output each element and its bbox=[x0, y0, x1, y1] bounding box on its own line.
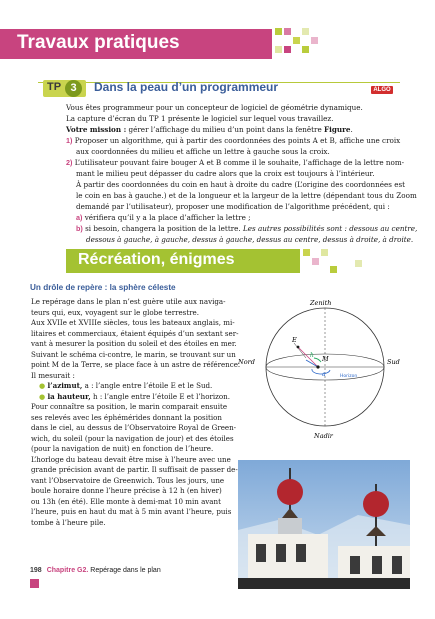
tp-badge-label: TP bbox=[47, 81, 62, 93]
recreation-line: ses relevés avec les éphémérides donnant la position bbox=[31, 412, 222, 422]
recreation-line: tombe à l’heure pile. bbox=[31, 517, 106, 527]
time-ball-picture bbox=[238, 460, 410, 589]
q2-line-2: mant le milieu peut dépasser du cadre alors que la croix est toujours à l’intérieur. bbox=[76, 169, 375, 178]
tp-mission bbox=[66, 125, 353, 136]
celestial-sphere-diagram bbox=[234, 296, 416, 454]
recreation-line: vant l’Observatoire de Greenwich. Tous les jours, une bbox=[31, 475, 225, 485]
bullet-label: la hauteur, bbox=[47, 391, 91, 401]
tp-badge-number: 3 bbox=[65, 80, 82, 97]
footer-square bbox=[30, 579, 39, 588]
recreation-line: ou 13h (en été). Elle monte à demi-mat 10 min avant bbox=[31, 496, 221, 506]
tp-intro-1: Vous êtes programmeur pour un concepteur de logiciel de géométrie dynamique. bbox=[66, 103, 363, 112]
q2-line-3: À partir des coordonnées du coin en haut à droite du cadre (L’origine des coordonnées est bbox=[76, 180, 406, 189]
recreation-line: Suivant le schéma ci-contre, le marin, se trouvant sur un bbox=[31, 349, 236, 359]
page-footer bbox=[30, 567, 161, 574]
nord-label: Nord bbox=[238, 358, 255, 366]
bullet-label: l’azimut, bbox=[47, 381, 83, 390]
mission-end: . bbox=[350, 125, 353, 134]
chapter-label: Chapitre G2. bbox=[46, 567, 89, 574]
tp-title: Dans la peau d’un programmeur bbox=[94, 80, 279, 94]
recreation-line: L’horloge du bateau devait être mise à l’heure avec une bbox=[31, 454, 231, 464]
m-label: M bbox=[322, 355, 329, 363]
recreation-line: Pour connaître sa position, le marin comparait ensuite bbox=[31, 402, 228, 411]
recreation-bullet bbox=[39, 381, 212, 392]
point-e bbox=[297, 346, 300, 349]
recreation-line: teurs qui, eux, voyagent sur le globe terrestre. bbox=[31, 307, 200, 317]
recreation-line: boule horaire donne l’heure précise à 12 h (en hiver) bbox=[31, 486, 222, 495]
bullet-text: a : l’angle entre l’étoile E et le Sud. bbox=[82, 381, 213, 390]
question-1 bbox=[66, 136, 400, 147]
q2-number: 2) bbox=[66, 158, 73, 167]
mission-label: Votre mission : bbox=[66, 125, 127, 134]
algo-tag: ALGO bbox=[371, 86, 393, 94]
q2-line-4: le coin en bas à gauche.) et de la longueur et la largeur de la lettre (dépendant tous du Zoom bbox=[76, 191, 417, 200]
recreation-title: Récréation, énigmes bbox=[78, 251, 235, 268]
bullet-icon: ● bbox=[39, 391, 48, 401]
chapter-banner bbox=[0, 29, 272, 59]
horizon-label: Horizon bbox=[340, 374, 358, 379]
recreation-bullet bbox=[39, 392, 230, 403]
zenith-label: Zenith bbox=[310, 299, 332, 307]
recreation-line: wich, du soleil (pour la navigation de jour) et des étoiles bbox=[31, 433, 234, 443]
qa-text: vérifiera qu’il y a la place d’afficher la lettre ; bbox=[84, 213, 251, 222]
qb-italic-2: dessous à gauche, à gauche, dessus à gauche, dessus au centre, dessus à droite, à droite. bbox=[86, 235, 414, 244]
mission-figure: Figure bbox=[324, 125, 351, 134]
star-direction bbox=[298, 347, 318, 367]
qb-text: si besoin, changera la position de la lettre. bbox=[85, 224, 243, 233]
q1-line-2: aux coordonnées du milieu et affiche un lettre à gauche sous la croix. bbox=[76, 147, 330, 156]
mission-text: gérer l’affichage du milieu d’un point dans la fenêtre bbox=[126, 125, 325, 134]
recreation-line: l’heure, puis en haut du mat à 5 min avant l’heure, puis bbox=[31, 507, 232, 516]
sud-label: Sud bbox=[387, 358, 400, 366]
qb-label: b) bbox=[76, 224, 83, 233]
recreation-line: vant à mesurer la position du soleil et des étoiles en mer. bbox=[31, 339, 237, 348]
tp-badge bbox=[43, 80, 86, 97]
question-2b bbox=[76, 224, 417, 235]
recreation-line: Il mesurait : bbox=[31, 370, 75, 380]
nadir-label: Nadir bbox=[314, 432, 333, 440]
a-label: a bbox=[322, 371, 326, 378]
bullet-text: h : l’angle entre l’étoile E et l’horizon. bbox=[90, 391, 230, 401]
recreation-line: point M de la Terre, se place face à un astre de référence. bbox=[31, 360, 241, 369]
recreation-line: grande précision avant de partir. Il suffisait de passer de- bbox=[31, 465, 238, 474]
qb-italic-1: Les autres possibilités sont : dessous au centre, bbox=[242, 224, 418, 233]
recreation-line: Le repérage dans le plan n’est guère utile aux naviga- bbox=[31, 297, 226, 306]
recreation-banner bbox=[66, 249, 300, 273]
page-title: Travaux pratiques bbox=[17, 32, 180, 53]
recreation-subtitle: Un drôle de repère : la sphère céleste bbox=[30, 283, 176, 292]
page-number: 198 bbox=[30, 567, 42, 574]
e-label: E bbox=[292, 336, 297, 344]
q1-number: 1) bbox=[66, 136, 73, 145]
q2-line-1: L’utilisateur pouvant faire bouger A et B comme il le souhaite, l’affichage de la lettre nom- bbox=[74, 158, 405, 167]
recreation-line: (pour la navigation de nuit) en fonction de l’heure. bbox=[31, 444, 214, 453]
recreation-line: litaires et commerciaux, étaient équipés d’un sextant ser- bbox=[31, 328, 239, 338]
greenwich-photo bbox=[238, 460, 410, 589]
q1-line-1: Proposer un algorithme, qui à partir des coordonnées des points A et B, affiche une croix bbox=[74, 136, 401, 145]
recreation-line: dans le ciel, au dessus de l’Observatoire Royal de Green- bbox=[31, 423, 237, 432]
height-arc bbox=[314, 358, 321, 362]
qa-label: a) bbox=[76, 213, 83, 222]
tp-intro-2: La capture d’écran du TP 1 présente le logiciel sur lequel vous travaillez. bbox=[66, 114, 334, 123]
question-2a bbox=[76, 213, 251, 224]
question-2 bbox=[66, 158, 404, 169]
chapter-title: Repérage dans le plan bbox=[90, 567, 161, 574]
recreation-line: Aux XVIIe et XVIIIe siècles, tous les bateaux anglais, mi- bbox=[31, 318, 235, 327]
q2-line-5: demandé par l’utilisateur), proposer une modification de l’algorithme précédent, qui : bbox=[76, 202, 390, 211]
azimuth-arc bbox=[312, 369, 330, 374]
point-m bbox=[316, 365, 319, 368]
h-label: h bbox=[310, 352, 314, 359]
bullet-icon: ● bbox=[39, 381, 48, 390]
